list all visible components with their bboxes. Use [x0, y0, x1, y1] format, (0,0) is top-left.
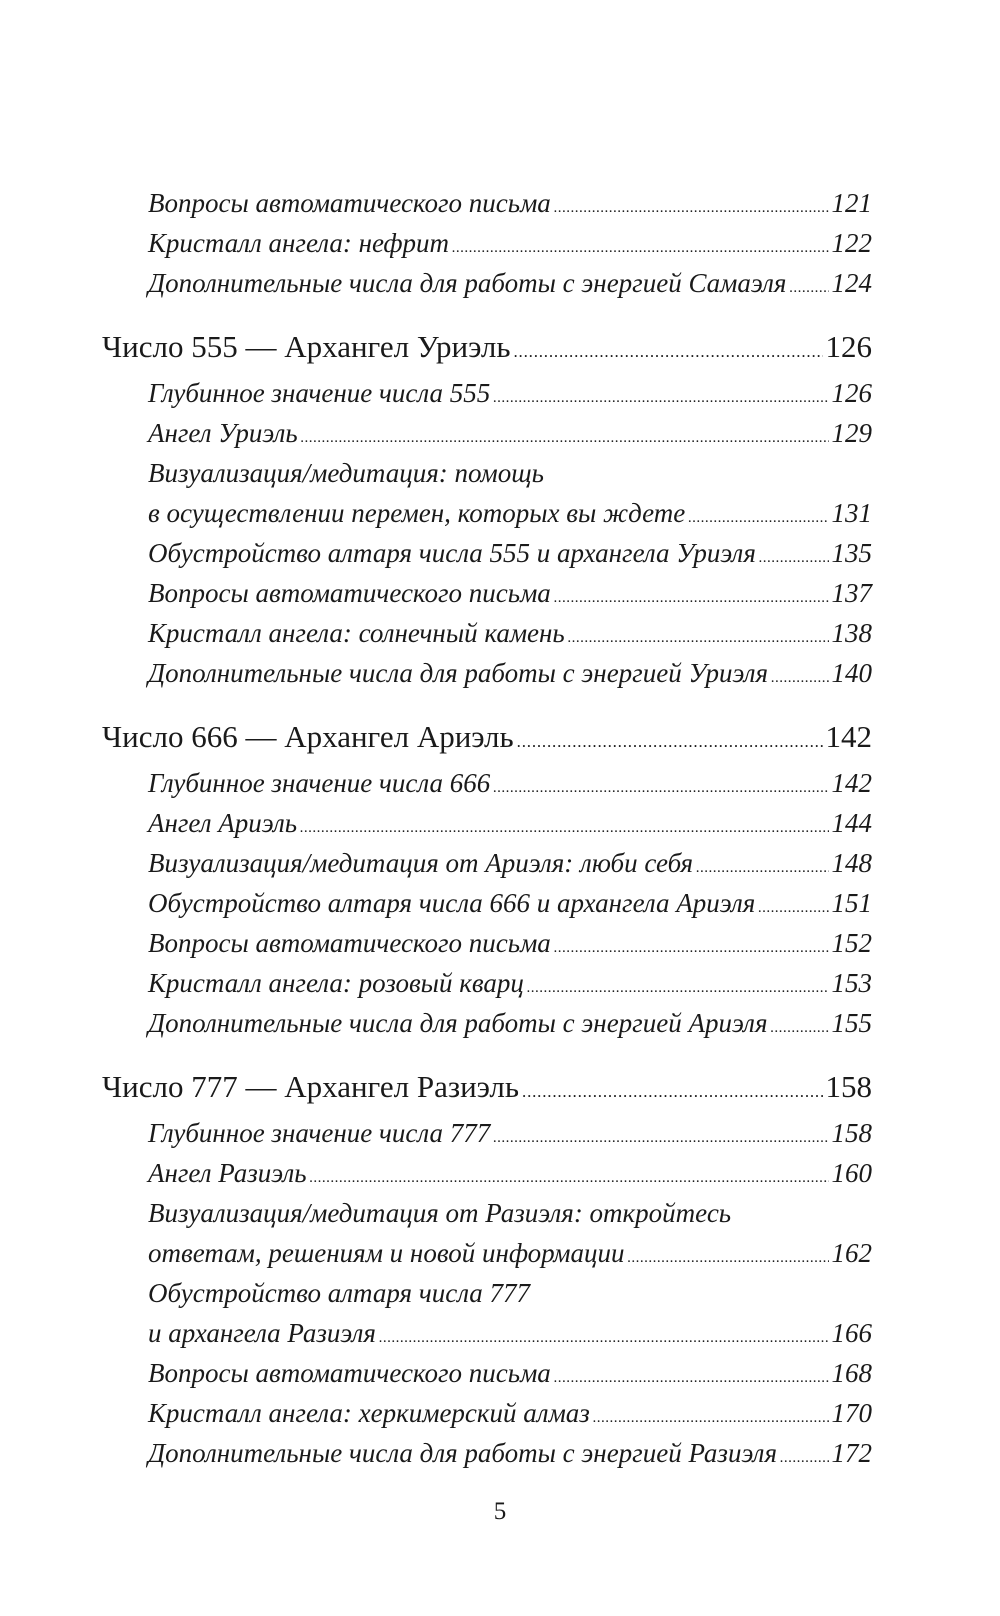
- toc-item-page: 121: [831, 188, 872, 218]
- toc-item: [148, 883, 872, 923]
- toc-item-label: Кристалл ангела: солнечный камень: [148, 618, 565, 648]
- toc-item: [148, 923, 872, 963]
- dot-leader: [593, 1398, 829, 1438]
- toc-item-page: 142: [831, 768, 872, 798]
- toc-item-page: 148: [831, 848, 872, 878]
- dot-leader: [493, 1118, 828, 1158]
- toc-item-page: 153: [831, 968, 872, 998]
- toc-chapter-page: 158: [825, 1069, 872, 1104]
- toc-item-label: Дополнительные числа для работы с энергией Уриэля: [148, 658, 769, 688]
- toc-item: [148, 183, 872, 223]
- dot-leader: [379, 1318, 829, 1358]
- toc-item-page: 152: [831, 928, 872, 958]
- toc-item: [148, 763, 872, 803]
- toc-item-page: 162: [831, 1238, 872, 1268]
- toc-chapter-title: Число 777 — Архангел Разиэль: [102, 1069, 520, 1104]
- dot-leader: [514, 326, 823, 378]
- dot-leader: [696, 848, 828, 888]
- toc-item: [148, 373, 872, 413]
- toc-item: [148, 573, 872, 613]
- dot-leader: [771, 1008, 829, 1048]
- table-of-contents: [102, 183, 872, 1473]
- dot-leader: [554, 188, 829, 228]
- toc-item-label: Вопросы автоматического письма: [148, 1358, 551, 1388]
- toc-item-label: и архангела Разиэля: [148, 1318, 376, 1348]
- toc-item-label: Визуализация/медитация от Ариэля: люби себя: [148, 848, 694, 878]
- dot-leader: [759, 538, 829, 578]
- page-number: 5: [493, 1498, 507, 1525]
- toc-chapter: [102, 711, 872, 763]
- dot-leader: [301, 418, 829, 458]
- toc-item: [148, 263, 872, 303]
- toc-item-page: 137: [831, 578, 872, 608]
- dot-leader: [527, 968, 829, 1008]
- toc-item-label: Обустройство алтаря числа 666 и архангела Ариэля: [148, 888, 756, 918]
- toc-item: [148, 803, 872, 843]
- toc-item-page: 166: [831, 1318, 872, 1348]
- toc-item-label: Глубинное значение числа 666: [148, 768, 491, 798]
- toc-item-page: 122: [831, 228, 872, 258]
- toc-item-label: Кристалл ангела: херкимерский алмаз: [148, 1398, 590, 1428]
- toc-item-page: 138: [831, 618, 872, 648]
- toc-item-page: 126: [831, 378, 872, 408]
- toc-item-page: 129: [831, 418, 872, 448]
- toc-item-label: Дополнительные числа для работы с энергией Самаэля: [148, 268, 787, 298]
- toc-item-page: 172: [831, 1438, 872, 1468]
- toc-chapter: [102, 1061, 872, 1113]
- toc-item-page: 151: [831, 888, 872, 918]
- toc-item: [148, 1233, 872, 1273]
- toc-item-label: Кристалл ангела: розовый кварц: [148, 968, 524, 998]
- toc-item-page: 135: [831, 538, 872, 568]
- toc-item: [148, 1353, 872, 1393]
- toc-item-page: 140: [831, 658, 872, 688]
- toc-item-label: Дополнительные числа для работы с энергией Разиэля: [148, 1438, 778, 1468]
- toc-item-label: Глубинное значение числа 777: [148, 1118, 491, 1148]
- toc-item: [148, 1313, 872, 1353]
- toc-item: [148, 493, 872, 533]
- toc-item: [148, 613, 872, 653]
- dot-leader: [688, 498, 828, 538]
- toc-item: [148, 1113, 872, 1153]
- toc-item-label: Дополнительные числа для работы с энергией Ариэля: [148, 1008, 768, 1038]
- toc-item: [148, 1153, 872, 1193]
- toc-item-page: 144: [831, 808, 872, 838]
- toc-item-label: Ангел Ариэль: [148, 808, 298, 838]
- toc-item: [148, 1393, 872, 1433]
- dot-leader: [789, 268, 828, 308]
- toc-item: [148, 653, 872, 693]
- toc-chapter-title: Число 555 — Архангел Уриэль: [102, 329, 511, 364]
- toc-chapter-page: 142: [825, 719, 872, 754]
- toc-item-page: 155: [831, 1008, 872, 1038]
- dot-leader: [780, 1438, 828, 1478]
- dot-leader: [758, 888, 828, 928]
- toc-item-label: Вопросы автоматического письма: [148, 188, 551, 218]
- dot-leader: [493, 768, 828, 808]
- toc-item-first-line: Обустройство алтаря числа 777: [148, 1278, 531, 1308]
- toc-item-label: ответам, решениям и новой информации: [148, 1238, 625, 1268]
- toc-item: [148, 533, 872, 573]
- toc-chapter-page: 126: [825, 329, 872, 364]
- dot-leader: [522, 1066, 822, 1118]
- dot-leader: [517, 716, 823, 768]
- toc-chapter: [102, 321, 872, 373]
- dot-leader: [493, 378, 828, 418]
- toc-item-first-line: Визуализация/медитация от Разиэля: откройтесь: [148, 1198, 732, 1228]
- toc-item-label: Вопросы автоматического письма: [148, 928, 551, 958]
- toc-item-page: 170: [831, 1398, 872, 1428]
- toc-item-label: в осуществлении перемен, которых вы ждете: [148, 498, 686, 528]
- toc-item: [148, 1433, 872, 1473]
- dot-leader: [628, 1238, 829, 1278]
- toc-item-label: Обустройство алтаря числа 555 и архангела Уриэля: [148, 538, 756, 568]
- dot-leader: [310, 1158, 829, 1198]
- toc-chapter-title: Число 666 — Архангел Ариэль: [102, 719, 514, 754]
- dot-leader: [568, 618, 829, 658]
- dot-leader: [771, 658, 828, 698]
- dot-leader: [554, 928, 829, 968]
- toc-item-page: 131: [831, 498, 872, 528]
- toc-item-label: Вопросы автоматического письма: [148, 578, 551, 608]
- dot-leader: [300, 808, 828, 848]
- toc-item-label: Глубинное значение числа 555: [148, 378, 491, 408]
- toc-item-label: Кристалл ангела: нефрит: [148, 228, 449, 258]
- toc-item: [148, 963, 872, 1003]
- toc-item: [148, 223, 872, 263]
- dot-leader: [554, 578, 829, 618]
- toc-item: [148, 1003, 872, 1043]
- toc-item: [148, 843, 872, 883]
- toc-item-page: 158: [831, 1118, 872, 1148]
- toc-item-page: 124: [831, 268, 872, 298]
- dot-leader: [452, 228, 829, 268]
- toc-item: [148, 413, 872, 453]
- dot-leader: [554, 1358, 829, 1398]
- toc-item-first-line: Визуализация/медитация: помощь: [148, 458, 544, 488]
- toc-item-page: 168: [831, 1358, 872, 1388]
- toc-item-page: 160: [831, 1158, 872, 1188]
- toc-item-label: Ангел Разиэль: [148, 1158, 307, 1188]
- toc-item-label: Ангел Уриэль: [148, 418, 298, 448]
